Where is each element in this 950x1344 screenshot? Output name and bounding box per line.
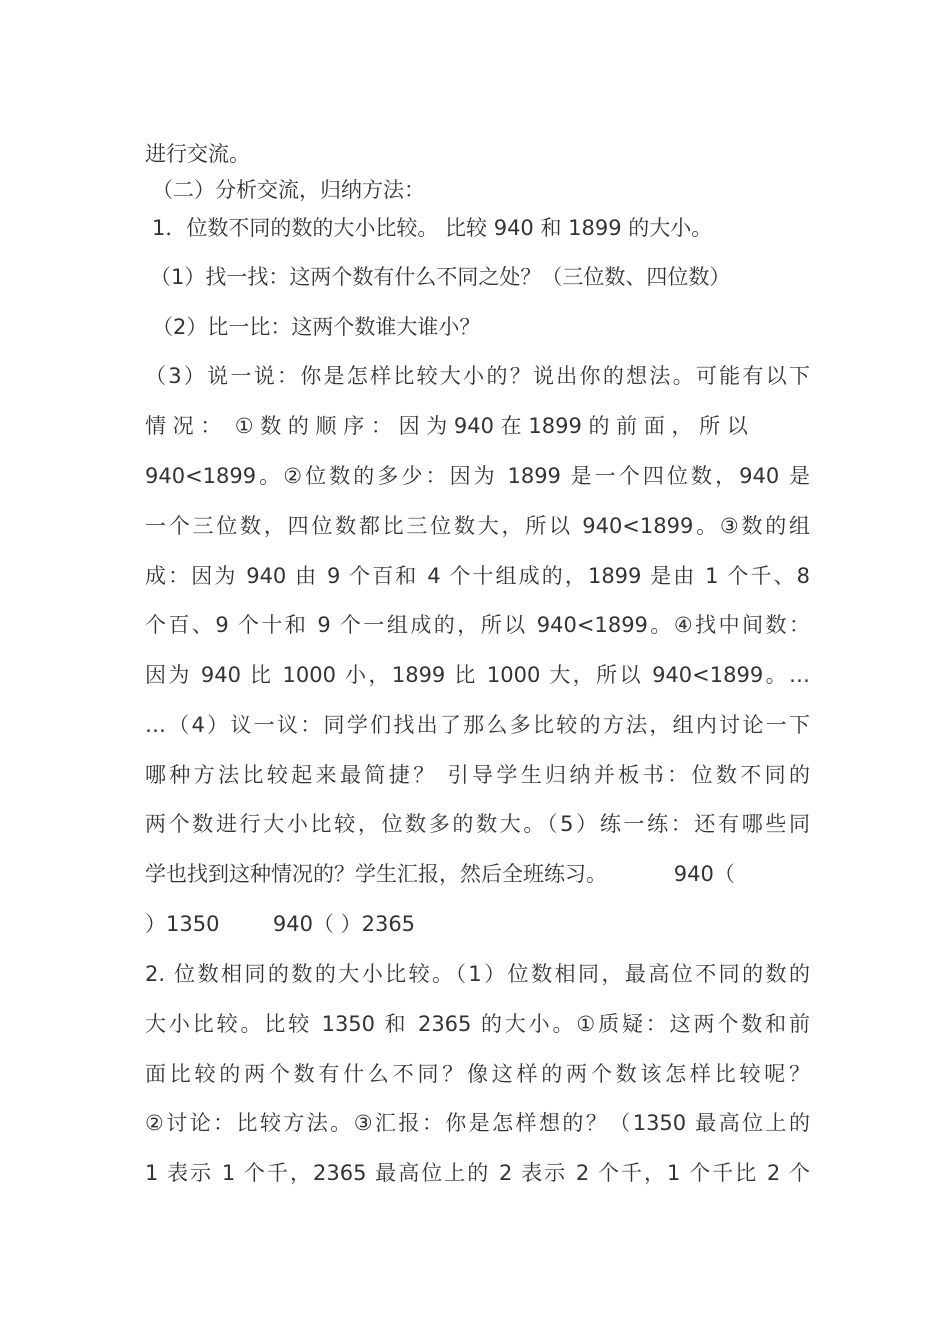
text-line-19: 大小比较。比较 1350 和 2365 的大小。①质疑：这两个数和前: [145, 1012, 810, 1036]
text-line-4: （1）找一找：这两个数有什么不同之处？（三位数、四位数）: [150, 265, 731, 289]
text-line-2: （二）分析交流，归纳方法：: [152, 178, 425, 202]
text-line-13: …（4）议一议：同学们找出了那么多比较的方法，组内讨论一下: [145, 713, 810, 737]
text-line-11: 个百、9 个十和 9 个一组成的，所以 940<1899。④找中间数：: [145, 613, 810, 637]
text-line-20: 面比较的两个数有什么不同？像这样的两个数该怎样比较呢？: [145, 1062, 810, 1086]
text-line-17: ）1350 940（ ）2365: [145, 912, 416, 936]
text-line-8: 940<1899。②位数的多少：因为 1899 是一个四位数，940 是: [145, 464, 810, 488]
text-line-10: 成：因为 940 由 9 个百和 4 个十组成的，1899 是由 1 个千、8: [145, 564, 810, 588]
text-line-16: 学也找到这种情况的？学生汇报，然后全班练习。 940（: [145, 862, 735, 886]
text-line-7: 情 况 ： ① 数 的 顺 序 ： 因 为 940 在 1899 的 前 面 ， 所 以: [145, 414, 748, 438]
text-line-5: （2）比一比：这两个数谁大谁小？: [152, 315, 481, 339]
text-line-14: 哪种方法比较起来最简捷？ 引导学生归纳并板书：位数不同的: [145, 763, 810, 787]
text-line-18: 2. 位数相同的数的大小比较。（1）位数相同，最高位不同的数的: [145, 962, 810, 986]
text-line-3: 1．位数不同的数的大小比较。 比较 940 和 1899 的大小。: [152, 216, 713, 240]
text-line-12: 因为 940 比 1000 小，1899 比 1000 大，所以 940<1899。…: [145, 663, 810, 687]
text-line-6: （3）说一说：你是怎样比较大小的？说出你的想法。可能有以下: [145, 364, 810, 388]
text-line-1: 进行交流。: [145, 142, 250, 166]
text-line-15: 两个数进行大小比较，位数多的数大。（5）练一练：还有哪些同: [145, 812, 810, 836]
text-line-22: 1 表示 1 个千，2365 最高位上的 2 表示 2 个千，1 个千比 2 个: [145, 1161, 810, 1185]
text-line-9: 一个三位数，四位数都比三位数大，所以 940<1899。③数的组: [145, 514, 810, 538]
text-line-21: ②讨论：比较方法。③汇报：你是怎样想的？（1350 最高位上的: [145, 1111, 810, 1135]
